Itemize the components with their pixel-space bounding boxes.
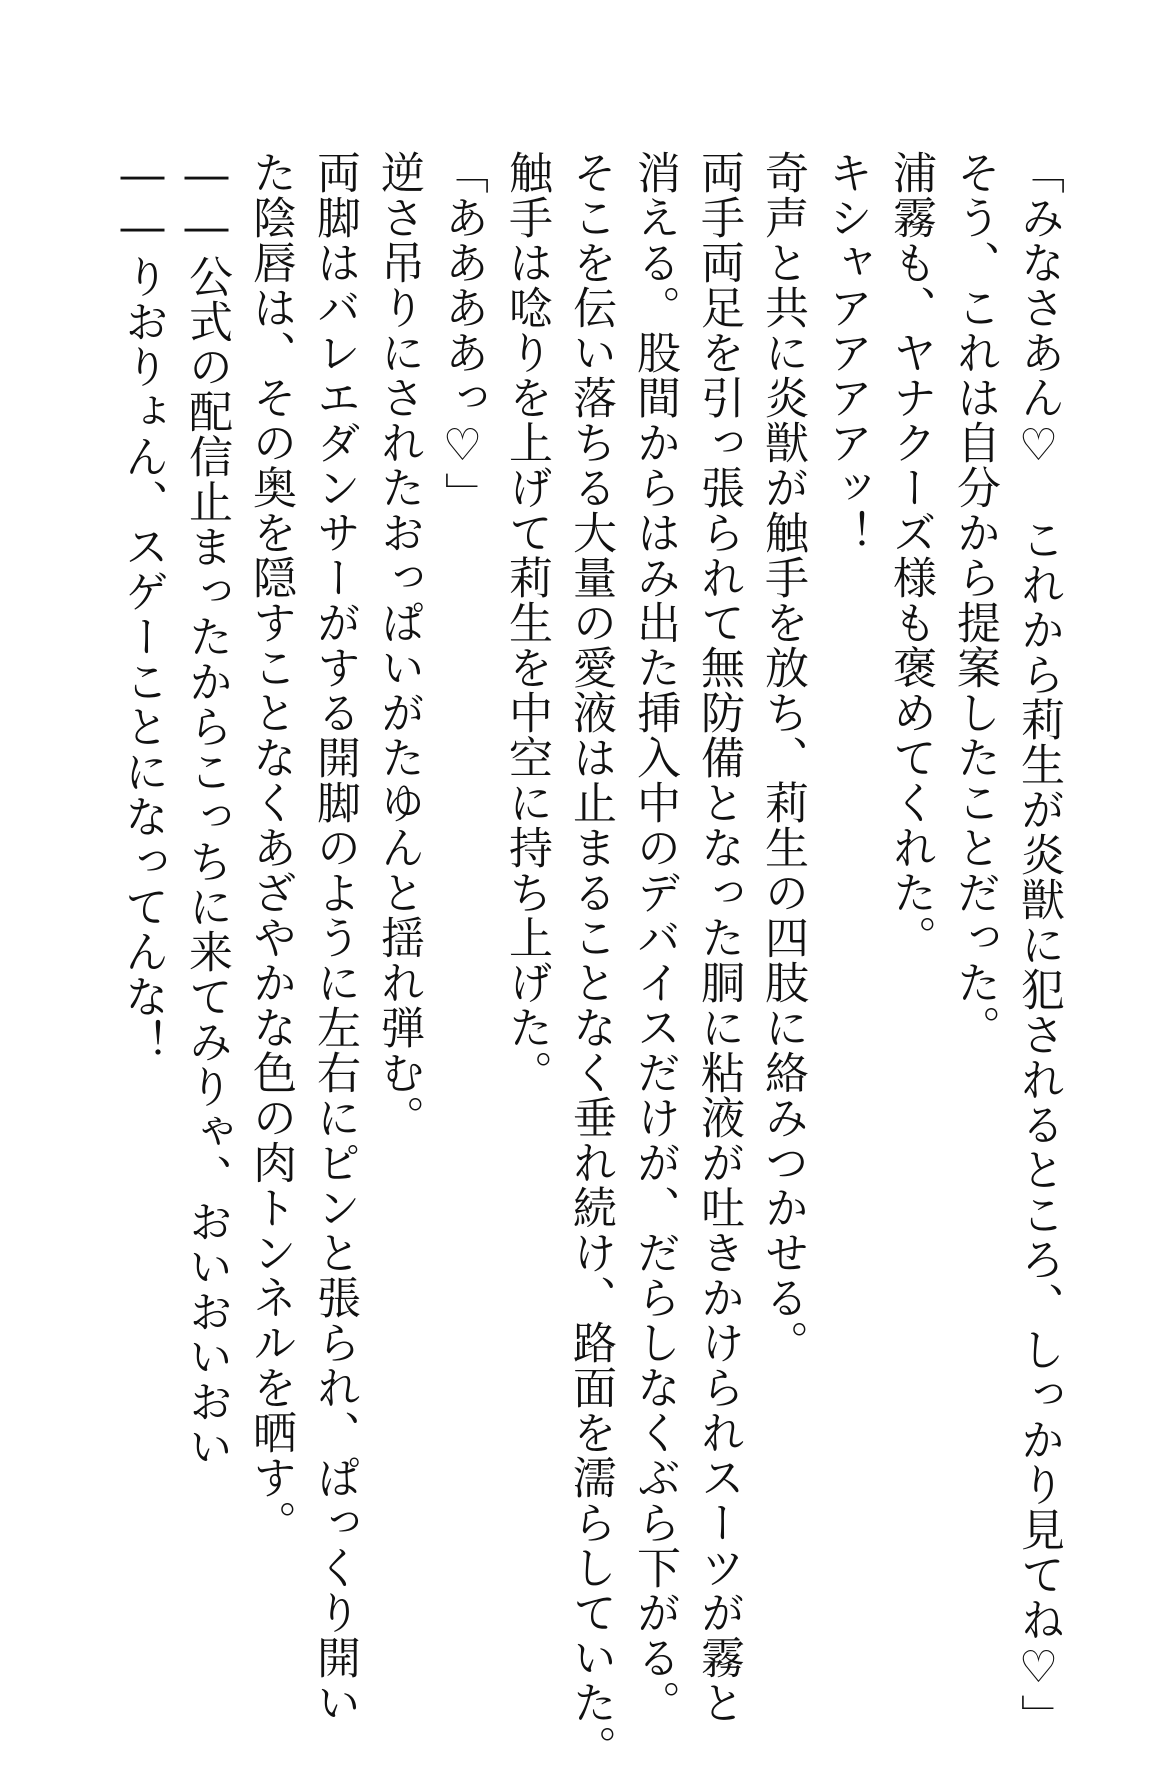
text-line-2: そう、これは自分から提案したことだった。 — [949, 150, 1000, 1050]
text-line-5: 奇声と共に炎獣が触手を放ち、莉生の四肢に絡みつかせる。 — [757, 150, 808, 1365]
text-line-10: 「ああああっ♡」 — [437, 150, 488, 517]
text-line-7: 消える。股間からはみ出た挿入中のデバイスだけが、だらしなくぶら下がる。 — [629, 150, 680, 1725]
text-line-8: そこを伝い落ちる大量の愛液は止まることなく垂れ続け、路面を濡らしていた。 — [565, 150, 616, 1770]
text-line-3: 浦霧も、ヤナクーズ様も褒めてくれた。 — [885, 150, 936, 960]
text-line-6: 両手両足を引っ張られて無防備となった胴に粘液が吐きかけられスーツが霧と — [693, 150, 744, 1725]
text-line-1: 「みなさあん♡ これから莉生が炎獣に犯されるところ、しっかり見てね♡」 — [1013, 150, 1064, 1739]
text-line-12: 両脚はバレエダンサーがする開脚のように左右にピンと張られ、ぱっくり開い — [309, 150, 360, 1725]
text-line-4: キシャアアアアッ！ — [821, 150, 872, 555]
text-line-9: 触手は唸りを上げて莉生を中空に持ち上げた。 — [501, 150, 552, 1095]
text-line-11: 逆さ吊りにされたおっぱいがたゆんと揺れ弾む。 — [373, 150, 424, 1140]
text-line-15: ――りおりょん、スゲーことになってんな！ — [117, 150, 168, 1064]
text-line-13: た陰唇は、その奥を隠すことなくあざやかな色の肉トンネルを晒す。 — [245, 150, 296, 1545]
vertical-text-body — [110, 150, 1070, 1770]
text-line-14: ――公式の配信止まったからこっちに来てみりゃ、おいおいおい — [181, 150, 232, 1469]
